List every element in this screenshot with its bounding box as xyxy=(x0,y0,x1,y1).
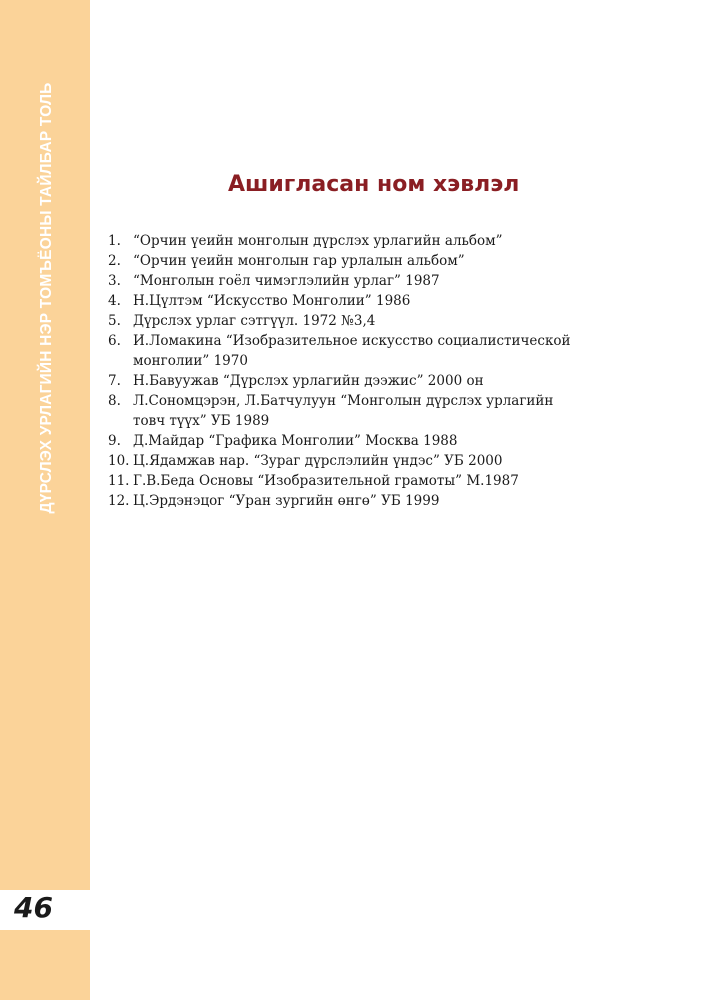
reference-text: И.Ломакина “Изобразительное искусство социалистической монголии” 1970 xyxy=(133,333,571,369)
reference-text: “Орчин үеийн монголын дүрслэх урлагийн альбом” xyxy=(133,233,503,249)
reference-number: 5. xyxy=(108,313,121,329)
sidebar-title-text: ДҮРСЛЭХ УРЛАГИЙН НЭР ТОМЪЁОНЫ ТАЙЛБАР ТОЛЬ xyxy=(38,82,55,514)
reference-number: 11. xyxy=(108,473,130,489)
reference-item xyxy=(108,331,578,371)
reference-item xyxy=(108,491,578,511)
reference-item xyxy=(108,391,578,431)
reference-number: 12. xyxy=(108,493,130,509)
reference-item xyxy=(108,431,578,451)
page-number: 46 xyxy=(14,891,53,924)
reference-item xyxy=(108,251,578,271)
section-heading: Ашигласан ном хэвлэл xyxy=(228,172,520,197)
reference-item xyxy=(108,311,578,331)
reference-item xyxy=(108,471,578,491)
reference-text: Д.Майдар “Графика Монголии” Москва 1988 xyxy=(133,433,458,449)
reference-text: “Монголын гоёл чимэглэлийн урлаг” 1987 xyxy=(133,273,440,289)
reference-item xyxy=(108,231,578,251)
reference-text: Дүрслэх урлаг сэтгүүл. 1972 №3,4 xyxy=(133,313,376,329)
reference-item xyxy=(108,371,578,391)
reference-number: 7. xyxy=(108,373,121,389)
reference-number: 1. xyxy=(108,233,121,249)
reference-item xyxy=(108,451,578,471)
reference-number: 6. xyxy=(108,333,121,349)
reference-text: Л.Сономцэрэн, Л.Батчулуун “Монголын дүрслэх урлагийн товч түүх” УБ 1989 xyxy=(133,393,554,429)
reference-number: 10. xyxy=(108,453,130,469)
reference-text: Н.Бавуужав “Дүрслэх урлагийн дээжис” 2000 он xyxy=(133,373,484,389)
reference-list xyxy=(108,231,578,511)
reference-number: 2. xyxy=(108,253,121,269)
reference-number: 8. xyxy=(108,393,121,409)
reference-number: 3. xyxy=(108,273,121,289)
reference-item xyxy=(108,291,578,311)
reference-text: “Орчин үеийн монголын гар урлалын альбом” xyxy=(133,253,465,269)
reference-number: 9. xyxy=(108,433,121,449)
reference-item xyxy=(108,271,578,291)
reference-text: Ц.Ядамжав нар. “Зураг дүрслэлийн үндэс” УБ 2000 xyxy=(133,453,503,469)
reference-number: 4. xyxy=(108,293,121,309)
reference-text: Г.В.Беда Основы “Изобразительной грамоты” М.1987 xyxy=(133,473,519,489)
reference-text: Н.Цүлтэм “Искусство Монголии” 1986 xyxy=(133,293,411,309)
reference-text: Ц.Эрдэнэцог “Уран зургийн өнгө” УБ 1999 xyxy=(133,493,440,509)
